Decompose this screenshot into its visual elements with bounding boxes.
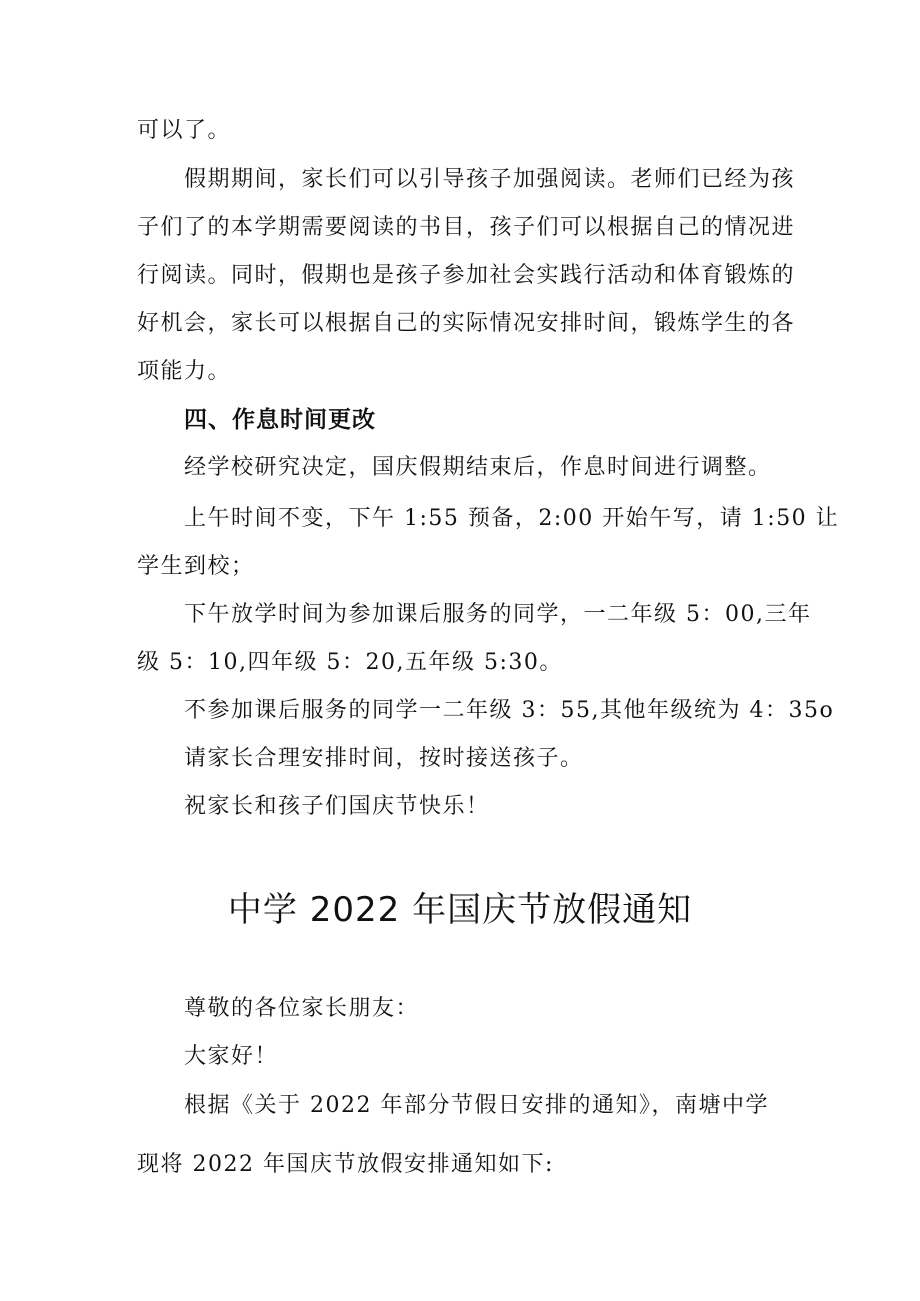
paragraph-line: 学生到校；: [137, 554, 255, 579]
paragraph-line: 子们了的本学期需要阅读的书目，孩子们可以根据自己的情况进: [137, 215, 796, 240]
greeting: 大家好！: [184, 1044, 279, 1069]
paragraph-line: 好机会，家长可以根据自己的实际情况安排时间，锻炼学生的各: [137, 311, 796, 336]
paragraph-line: 假期期间，家长们可以引导孩子加强阅读。老师们已经为孩: [184, 167, 796, 192]
paragraph-line: 可以了。: [137, 118, 232, 143]
paragraph-line: 不参加课后服务的同学一二年级 3：55,其他年级统为 4：35o: [184, 698, 835, 723]
salutation: 尊敬的各位家长朋友：: [184, 996, 420, 1021]
paragraph-line: 根据《关于 2022 年部分节假日安排的通知》，南塘中学: [184, 1093, 769, 1118]
paragraph-line: 请家长合理安排时间，按时接送孩子。: [184, 746, 584, 771]
paragraph-line: 经学校研究决定，国庆假期结束后，作息时间进行调整。: [184, 455, 772, 480]
paragraph-line: 上午时间不变，下午 1:55 预备，2:00 开始午写，请 1:50 让: [184, 506, 840, 531]
paragraph-line: 级 5：10,四年级 5：20,五年级 5:30。: [137, 650, 563, 675]
paragraph-line: 下午放学时间为参加课后服务的同学，一二年级 5：00,三年: [184, 602, 812, 627]
paragraph-line: 行阅读。同时，假期也是孩子参加社会实践行活动和体育锻炼的: [137, 263, 796, 288]
paragraph-line: 现将 2022 年国庆节放假安排通知如下:: [137, 1152, 554, 1177]
paragraph-line: 项能力。: [137, 359, 232, 384]
section-heading: 四、作息时间更改: [184, 407, 376, 433]
paragraph-line: 祝家长和孩子们国庆节快乐！: [184, 794, 490, 819]
notice-title: 中学 2022 年国庆节放假通知: [227, 890, 693, 930]
